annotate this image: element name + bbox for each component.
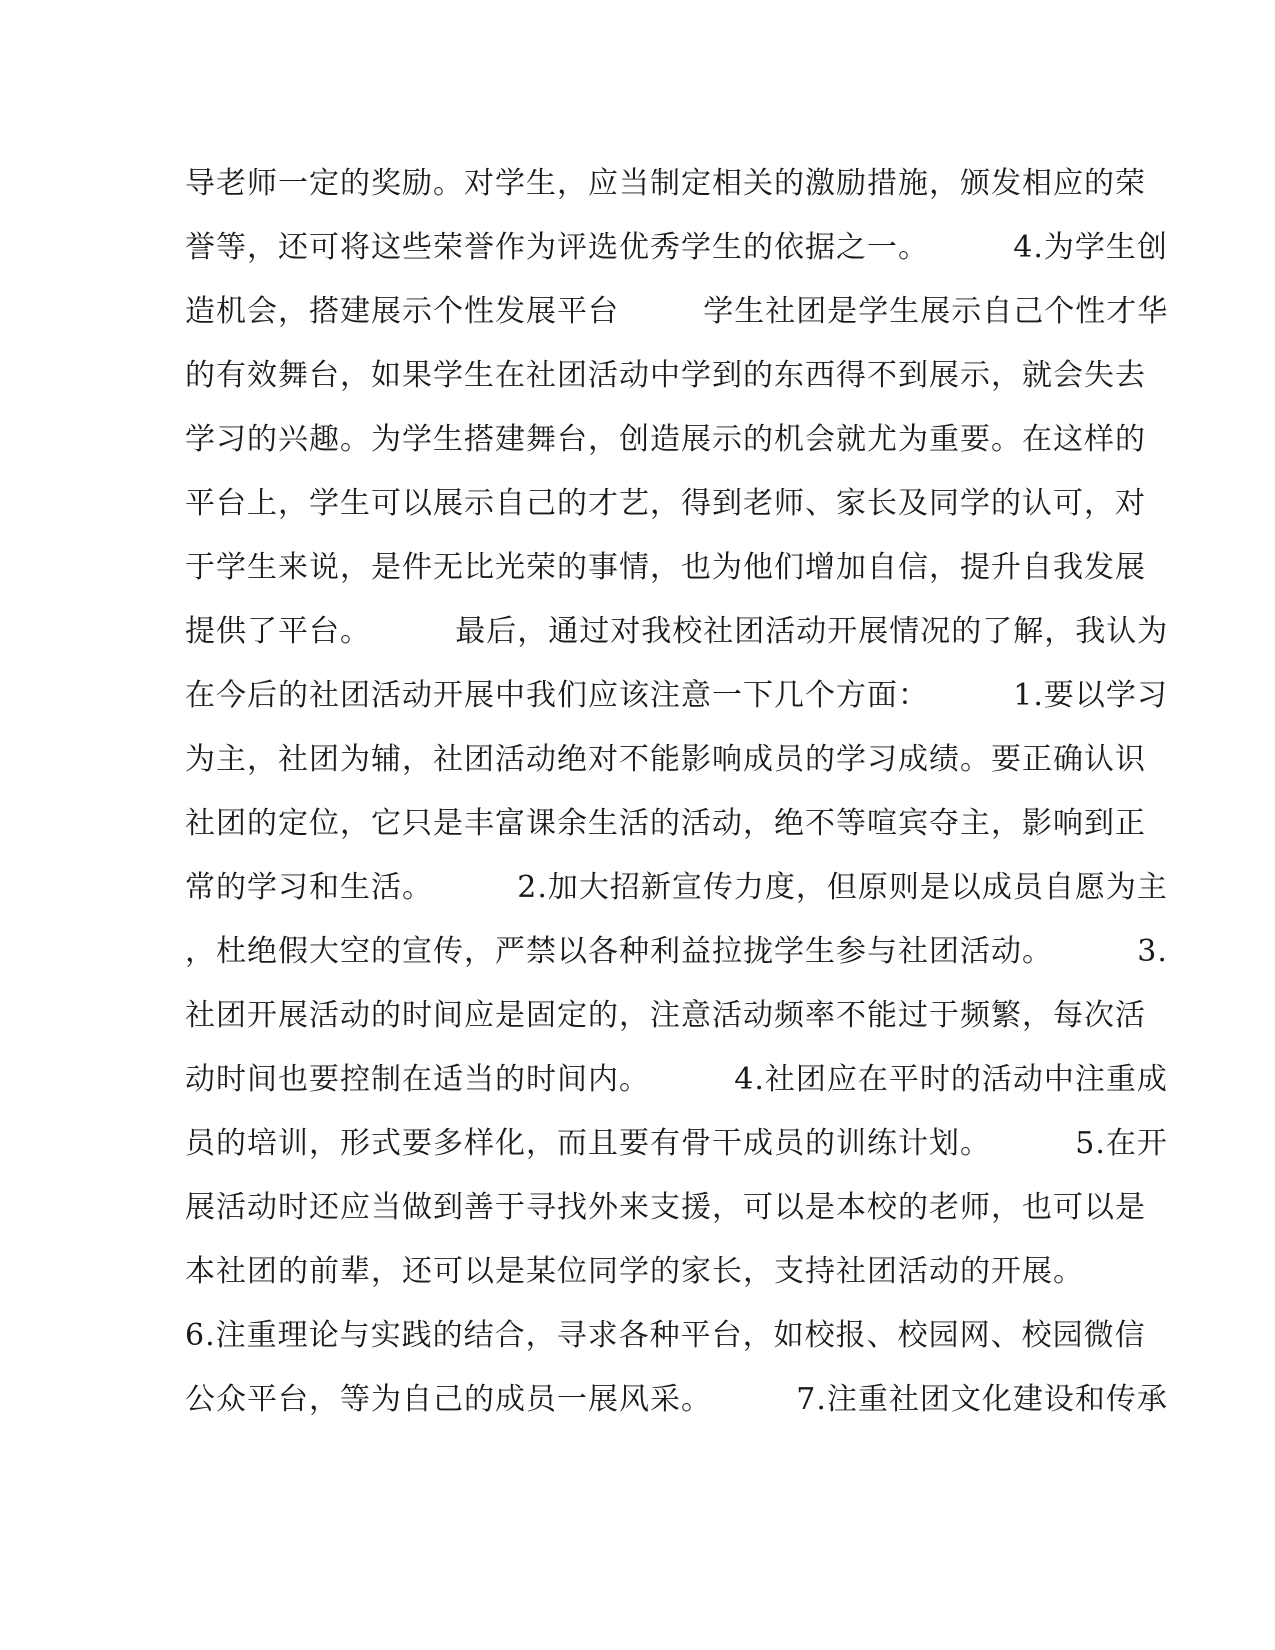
- text-line: 平台上，学生可以展示自己的才艺，得到老师、家长及同学的认可，对: [185, 486, 1146, 521]
- text-line: 学习的兴趣。为学生搭建舞台，创造展示的机会就尤为重要。在这样的: [185, 422, 1146, 457]
- text-line: ，杜绝假大空的宣传，严禁以各种利益拉拢学生参与社团活动。 3.: [185, 934, 1168, 969]
- text-line: 造机会，搭建展示个性发展平台 学生社团是学生展示自己个性才华: [185, 294, 1169, 329]
- text-line: 誉等，还可将这些荣誉作为评选优秀学生的依据之一。 4.为学生创: [185, 230, 1168, 265]
- text-line: 公众平台，等为自己的成员一展风采。 7.注重社团文化建设和传承: [185, 1382, 1168, 1417]
- text-line: 社团开展活动的时间应是固定的，注意活动频率不能过于频繁，每次活: [185, 998, 1146, 1033]
- text-line: 于学生来说，是件无比光荣的事情，也为他们增加自信，提升自我发展: [185, 550, 1146, 585]
- text-line: 本社团的前辈，还可以是某位同学的家长，支持社团活动的开展。: [185, 1254, 1084, 1289]
- text-line: 提供了平台。 最后，通过对我校社团活动开展情况的了解，我认为: [185, 614, 1169, 649]
- text-line: 的有效舞台，如果学生在社团活动中学到的东西得不到展示，就会失去: [185, 358, 1146, 393]
- text-line: 社团的定位，它只是丰富课余生活的活动，绝不等喧宾夺主，影响到正: [185, 806, 1146, 841]
- text-line: 常的学习和生活。 2.加大招新宣传力度，但原则是以成员自愿为主: [185, 870, 1168, 905]
- text-line: 动时间也要控制在适当的时间内。 4.社团应在平时的活动中注重成: [185, 1062, 1168, 1097]
- text-line: 导老师一定的奖励。对学生，应当制定相关的激励措施，颁发相应的荣: [185, 166, 1146, 201]
- text-line: 员的培训，形式要多样化，而且要有骨干成员的训练计划。 5.在开: [185, 1126, 1168, 1161]
- body-text: [185, 152, 1169, 1432]
- text-line: 展活动时还应当做到善于寻找外来支援，可以是本校的老师，也可以是: [185, 1190, 1146, 1225]
- text-line: 6.注重理论与实践的结合，寻求各种平台，如校报、校园网、校园微信: [185, 1318, 1146, 1353]
- text-line: 为主，社团为辅，社团活动绝对不能影响成员的学习成绩。要正确认识: [185, 742, 1146, 777]
- text-line: 在今后的社团活动开展中我们应该注意一下几个方面： 1.要以学习: [185, 678, 1168, 713]
